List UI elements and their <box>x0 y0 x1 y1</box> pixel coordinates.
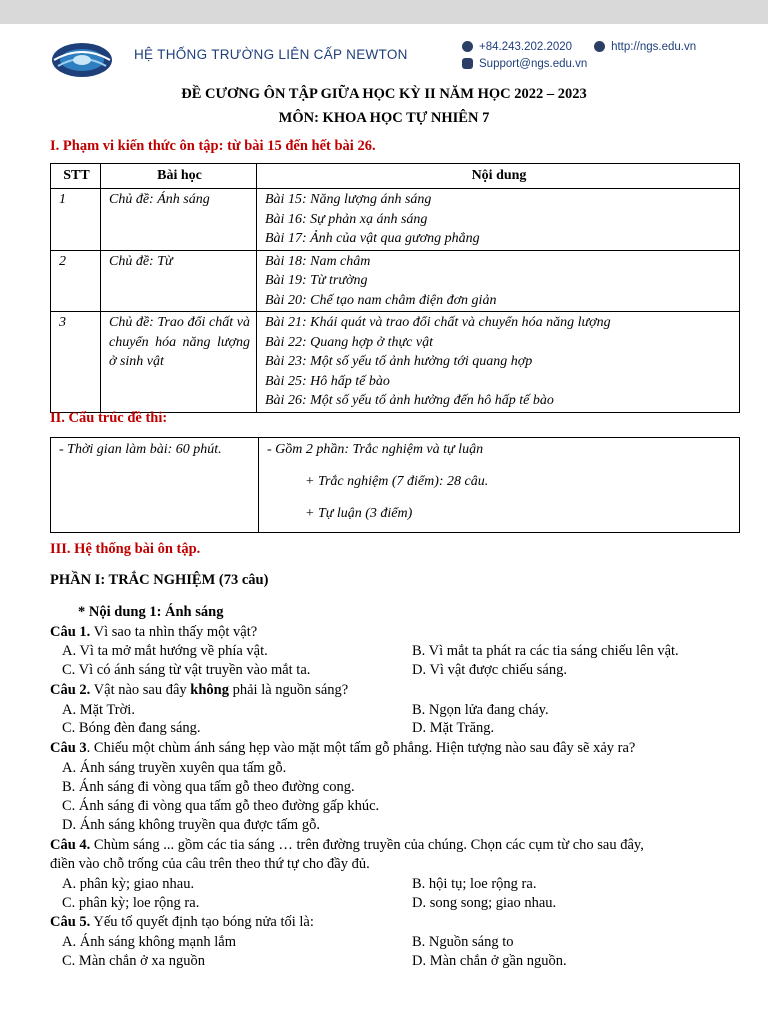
lesson-item: Bài 20: Chế tạo nam châm điện đơn giản <box>265 292 497 308</box>
answer-option[interactable]: A. Ánh sáng không mạnh lắm <box>62 934 236 950</box>
row-number: 3 <box>51 312 101 413</box>
globe-icon <box>594 41 605 52</box>
col-header: STT <box>51 164 101 189</box>
question-5: Câu 5. Yếu tố quyết định tạo bóng nửa tối là: <box>50 914 314 930</box>
question-2: Câu 2. Vật nào sau đây không phải là nguồn sáng? <box>50 682 349 698</box>
lesson-item: Bài 26: Một số yếu tố ảnh hưởng đến hô hấp tế bào <box>265 393 554 408</box>
section-1-heading: I. Phạm vi kiến thức ôn tập: từ bài 15 đến hết bài 26. <box>50 138 376 154</box>
answer-option[interactable]: D. Màn chắn ở gần nguồn. <box>412 953 567 969</box>
parts-text: - Gồm 2 phần: Trắc nghiệm và tự luận <box>267 442 484 457</box>
answer-option[interactable]: C. Vì có ánh sáng từ vật truyền vào mắt ta. <box>62 662 311 678</box>
school-header <box>50 30 740 78</box>
answer-option[interactable]: B. Ngọn lửa đang cháy. <box>412 702 549 718</box>
answer-option[interactable]: A. Ánh sáng truyền xuyên qua tấm gỗ. <box>62 760 287 776</box>
section-2-heading: II. Cấu trúc đề thi: <box>50 410 168 426</box>
row-topic: Chủ đề: Trao đổi chất và chuyển hóa năng lượng ở sinh vật <box>101 312 257 413</box>
col-header: Bài học <box>101 164 257 189</box>
answer-option[interactable]: D. song song; giao nhau. <box>412 895 557 911</box>
col-header: Nội dung <box>257 164 740 189</box>
subject-title: MÔN: KHOA HỌC TỰ NHIÊN 7 <box>278 110 490 126</box>
newton-logo-icon <box>50 38 114 78</box>
exam-parts <box>259 438 740 533</box>
answer-option[interactable]: C. Màn chắn ở xa nguồn <box>62 953 205 969</box>
answer-option[interactable]: B. Vì mắt ta phát ra các tia sáng chiếu lên vật. <box>412 643 679 659</box>
lesson-item: Bài 23: Một số yếu tố ảnh hưởng tới quang hợp <box>265 354 533 369</box>
answer-option[interactable]: A. Vì ta mở mắt hướng về phía vật. <box>62 643 268 659</box>
content-1-heading: * Nội dung 1: Ánh sáng <box>78 604 224 620</box>
lesson-item: Bài 22: Quang hợp ở thực vật <box>265 334 433 350</box>
knowledge-table <box>50 163 740 413</box>
phone-icon <box>462 41 473 52</box>
table-header-row <box>51 164 740 189</box>
lesson-item: Bài 19: Từ trường <box>265 273 368 288</box>
table-row <box>51 250 740 312</box>
exam-structure-table <box>50 437 740 533</box>
row-number: 2 <box>51 250 101 312</box>
lesson-item: Bài 18: Nam châm <box>265 253 371 269</box>
lesson-item: Bài 21: Khái quát và trao đổi chất và chuyển hóa năng lượng <box>265 315 611 330</box>
lesson-item: Bài 16: Sự phản xạ ánh sáng <box>265 211 428 227</box>
question-3: Câu 3. Chiếu một chùm ánh sáng hẹp vào mặt một tấm gỗ phẳng. Hiện tượng nào sau đây sẽ xảy ra? <box>50 740 636 756</box>
mail-icon <box>462 58 473 69</box>
part-1-heading: PHẦN I: TRẮC NGHIỆM (73 câu) <box>50 572 269 588</box>
essay-text: + Tự luận (3 điểm) <box>305 506 413 521</box>
question-4: Câu 4. Chùm sáng ... gồm các tia sáng … trên đường truyền của chúng. Chọn các cụm từ cho sau đây, <box>50 837 644 853</box>
answer-option[interactable]: D. Ánh sáng không truyền qua được tấm gỗ. <box>62 817 320 833</box>
row-topic: Chủ đề: Ánh sáng <box>101 189 257 251</box>
row-lessons <box>257 312 740 413</box>
answer-option[interactable]: C. phân kỳ; loe rộng ra. <box>62 895 200 911</box>
answer-option[interactable]: C. Ánh sáng đi vòng qua tấm gỗ theo đường gấp khúc. <box>62 798 380 814</box>
school-name: HỆ THỐNG TRƯỜNG LIÊN CẤP NEWTON <box>134 47 408 62</box>
exam-time: - Thời gian làm bài: 60 phút. <box>51 438 259 533</box>
answer-option[interactable]: B. hội tụ; loe rộng ra. <box>412 876 537 892</box>
mc-text: + Trắc nghiệm (7 điểm): 28 câu. <box>305 474 489 489</box>
phone-number: +84.243.202.2020 <box>479 40 573 53</box>
email-link[interactable]: Support@ngs.edu.vn <box>479 57 588 70</box>
answer-option[interactable]: A. phân kỳ; giao nhau. <box>62 876 195 892</box>
question-1: Câu 1. Vì sao ta nhìn thấy một vật? <box>50 624 258 640</box>
row-lessons <box>257 189 740 251</box>
answer-option[interactable]: B. Ánh sáng đi vòng qua tấm gỗ theo đường cong. <box>62 779 355 795</box>
document-title: ĐỀ CƯƠNG ÔN TẬP GIỮA HỌC KỲ II NĂM HỌC 2022 – 2023 <box>181 86 587 102</box>
section-3-heading: III. Hệ thống bài ôn tập. <box>50 541 201 557</box>
row-topic: Chủ đề: Từ <box>101 250 257 312</box>
answer-option[interactable]: A. Mặt Trời. <box>62 702 135 718</box>
table-row <box>51 189 740 251</box>
contact-info <box>462 38 696 72</box>
answer-option[interactable]: C. Bóng đèn đang sáng. <box>62 720 201 736</box>
table-row <box>51 312 740 413</box>
row-lessons <box>257 250 740 312</box>
answer-option[interactable]: D. Vì vật được chiếu sáng. <box>412 662 567 678</box>
answer-option[interactable]: B. Nguồn sáng to <box>412 934 514 950</box>
lesson-item: Bài 15: Năng lượng ánh sáng <box>265 192 432 207</box>
website-link[interactable]: http://ngs.edu.vn <box>611 40 697 53</box>
header-band <box>0 0 768 24</box>
lesson-item: Bài 25: Hô hấp tế bào <box>265 373 390 389</box>
lesson-item: Bài 17: Ảnh của vật qua gương phẳng <box>265 231 480 246</box>
answer-option[interactable]: D. Mặt Trăng. <box>412 720 495 736</box>
question-4-continued: điền vào chỗ trống của câu trên theo thứ tự cho đầy đủ. <box>50 856 370 872</box>
row-number: 1 <box>51 189 101 251</box>
